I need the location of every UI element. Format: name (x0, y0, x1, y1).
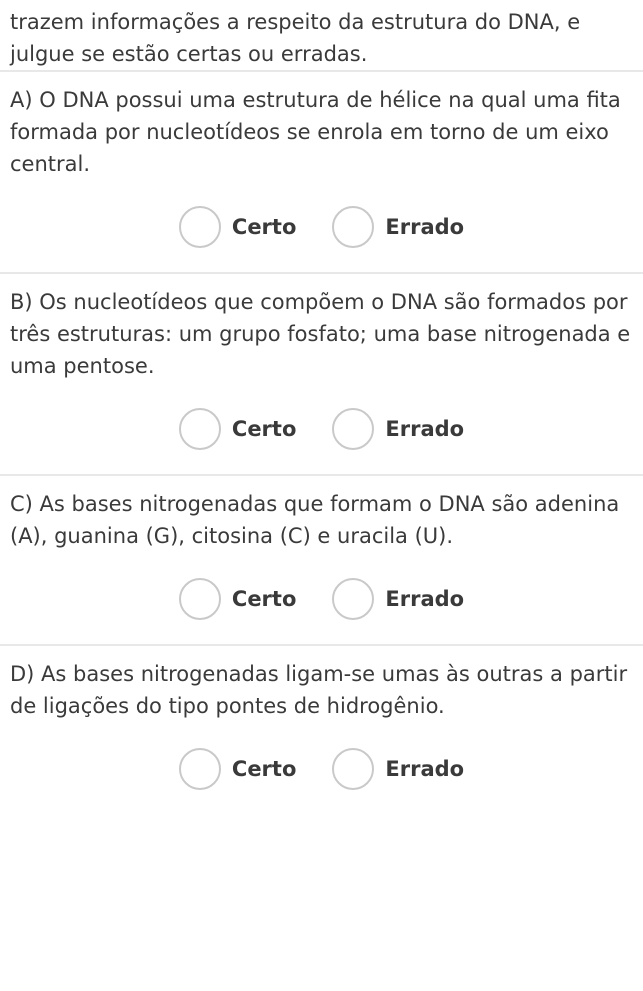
option-label-certo-d: Certo (231, 757, 297, 781)
option-label-certo-c: Certo (231, 587, 297, 611)
radio-circle-icon[interactable] (179, 408, 221, 450)
option-errado-c[interactable] (332, 578, 464, 620)
question-item-b (0, 274, 643, 386)
radio-circle-icon[interactable] (332, 408, 374, 450)
options-group-a (0, 184, 643, 272)
question-text-b: B) Os nucleotídeos que compõem o DNA são formados por três estruturas: um grupo fosfato; uma base nitrogenada e uma pentose. (10, 290, 631, 378)
radio-circle-icon[interactable] (332, 206, 374, 248)
option-label-errado-c: Errado (385, 587, 465, 611)
question-item-d (0, 646, 643, 726)
question-text-c: C) As bases nitrogenadas que formam o DNA são adenina (A), guanina (G), citosina (C) e uracila (U). (10, 492, 620, 548)
option-errado-a[interactable] (332, 206, 464, 248)
option-label-errado-d: Errado (385, 757, 465, 781)
intro-text-block (0, 6, 643, 70)
options-group-b (0, 386, 643, 474)
option-certo-c[interactable] (179, 578, 296, 620)
radio-circle-icon[interactable] (332, 748, 374, 790)
option-errado-d[interactable] (332, 748, 464, 790)
question-text-d: D) As bases nitrogenadas ligam-se umas às outras a partir de ligações do tipo pontes de hidrogênio. (10, 662, 628, 718)
radio-circle-icon[interactable] (179, 206, 221, 248)
options-group-d (0, 726, 643, 814)
question-item-a (0, 72, 643, 184)
option-errado-b[interactable] (332, 408, 464, 450)
question-item-c (0, 476, 643, 556)
question-text-a: A) O DNA possui uma estrutura de hélice na qual uma fita formada por nucleotídeos se enrola em torno de um eixo central. (10, 88, 621, 176)
option-label-certo-b: Certo (231, 417, 297, 441)
radio-circle-icon[interactable] (332, 578, 374, 620)
option-certo-b[interactable] (179, 408, 296, 450)
option-certo-a[interactable] (179, 206, 296, 248)
option-label-certo-a: Certo (231, 215, 297, 239)
radio-circle-icon[interactable] (179, 748, 221, 790)
intro-text: trazem informações a respeito da estrutura do DNA, e julgue se estão certas ou erradas. (10, 10, 581, 66)
option-certo-d[interactable] (179, 748, 296, 790)
options-group-c (0, 556, 643, 644)
option-label-errado-a: Errado (385, 215, 465, 239)
option-label-errado-b: Errado (385, 417, 465, 441)
radio-circle-icon[interactable] (179, 578, 221, 620)
